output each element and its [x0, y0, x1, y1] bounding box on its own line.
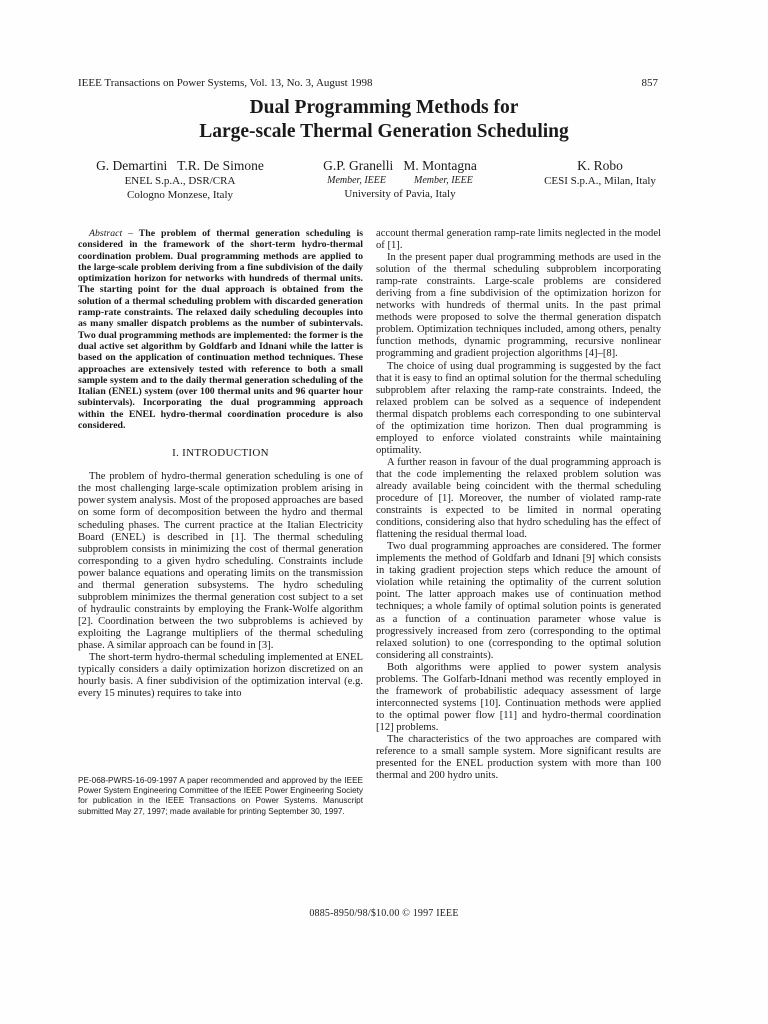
paragraph: The problem of hydro-thermal generation scheduling is one of the most challenging large-scale optimization problem arising in power system analysis. Most of the proposed approaches are based on some form of decomposition between the hydro and thermal scheduling phases. The current practice at the Italian Electricity Board (ENEL) is described in [1]. The thermal scheduling subproblem consists in minimizing the cost of thermal generation corresponding to a given hydro scheduling. Constraints include power balance equations and operating limits on the transmission and thermal generation subsystems. The hydro scheduling subproblem minimizes the thermal generation cost subject to a set of hydraulic constraints by employing the Frank-Wolfe algorithm [2]. Coordination between the two subproblems is achieved by exploiting the Lagrange multipliers of the thermal scheduling phase. A similar approach can be found in [3]. [78, 471, 363, 651]
paragraph: Two dual programming approaches are considered. The former implements the method of Goldfarb and Idnani [9] which consists in taking gradient projection steps which reduce the amount of violation while retaining the optimality of the current solution point. The latter approach makes use of continuation method techniques; a whole family of optimal solution points is generated as a function of a continuation parameter whose value is progressively increased from zero (corresponding to the optimal relaxed solution) to one (corresponding to the optimal solution considering all constraints). [376, 541, 661, 661]
page-number: 857 [641, 77, 658, 89]
title-line-1: Dual Programming Methods for [249, 97, 519, 118]
section-heading-introduction: I. INTRODUCTION [172, 447, 269, 460]
right-column [376, 228, 661, 782]
paragraph: The characteristics of the two approaches are compared with reference to a small sample system. More significant results are presented for the ENEL production system with more than 100 thermal and 200 hydro units. [376, 733, 661, 782]
paper-title [0, 96, 768, 144]
journal-citation: IEEE Transactions on Power Systems, Vol. 13, No. 3, August 1998 [78, 77, 373, 89]
title-line-2: Large-scale Thermal Generation Scheduling [199, 121, 569, 142]
left-column [78, 228, 363, 700]
author-affiliation: CESI S.p.A., Milan, Italy [544, 175, 656, 187]
author-names: K. Robo [577, 158, 623, 173]
paragraph: A further reason in favour of the dual programming approach is that the code implementing the relaxed problem solution was already available being coincident with the thermal scheduling procedure of [1]. Moreover, the number of violated ramp-rate constraints is expected to be limited in normal operating conditions, considering also that hydro scheduling has the effect of flattening the residual thermal load. [376, 456, 661, 541]
paragraph-continuation: account thermal generation ramp-rate limits neglected in the model of [1]. [376, 228, 661, 252]
author-names: G.P. Granelli M. Montagna [323, 158, 477, 173]
member-row [300, 174, 500, 187]
author-block-pavia [300, 158, 500, 201]
abstract-lead: Abstract – [89, 228, 134, 239]
author-block-cesi [510, 158, 690, 188]
author-affiliation: Cologno Monzese, Italy [126, 189, 233, 201]
author-affiliation: ENEL S.p.A., DSR/CRA [124, 175, 236, 187]
footnote: PE-068-PWRS-16-09-1997 A paper recommended and approved by the IEEE Power System Engineering Committee of the IEEE Power Engineering Society for publication in the IEEE Transactions on Power Systems. Manuscript submitted May 27, 1997; made available for printing September 30, 1997. [78, 776, 363, 816]
author-names: G. Demartini T.R. De Simone [96, 158, 264, 173]
paragraph: Both algorithms were applied to power system analysis problems. The Golfarb-Idnani method was recently employed in the framework of probabilistic adequacy assessment of large interconnected systems [10]. Continuation methods were applied to the optimal power flow [11] and hydro-thermal coordination [12] problems. [376, 661, 661, 733]
paragraph: The choice of using dual programming is suggested by the fact that it is easy to find an optimal solution for the thermal scheduling subproblem after relaxing the ramp-rate constraints. Indeed, the relaxed problem can be solved as a sequence of independent thermal dispatch problems each corresponding to one subinterval of the optimization time horizon. Then dual programming is employed to enforce violated constraints while maintaining optimality. [376, 360, 661, 456]
copyright-footer: 0885-8950/98/$10.00 © 1997 IEEE [309, 908, 459, 919]
author-affiliation: University of Pavia, Italy [344, 188, 456, 200]
running-header [78, 77, 658, 89]
abstract [78, 228, 363, 431]
paragraph: In the present paper dual programming methods are used in the solution of the thermal scheduling subproblem incorporating ramp-rate constraints. Large-scale problems are considered deriving from a fine subdivision of the optimization horizon for networks with hundreds of thermal units. In the past primal methods were proposed to solve the thermal generation dispatch problem. Optimization techniques included, among others, penalty function methods, dynamic programming, recursive nonlinear programming and gradient projection algorithms [4]–[8]. [376, 252, 661, 360]
member-title: Member, IEEE [414, 175, 473, 186]
member-title: Member, IEEE [327, 175, 386, 186]
paragraph: The short-term hydro-thermal scheduling implemented at ENEL typically considers a daily optimization horizon discretized on an hourly basis. A finer subdivision of the optimization interval (e.g. every 15 minutes) requires to take into [78, 652, 363, 700]
author-list [0, 158, 768, 208]
author-block-enel [80, 158, 280, 202]
abstract-text: The problem of thermal generation scheduling is considered in the framework of the short-term hydro-thermal coordination problem. Dual programming methods are applied to the large-scale problem deriving from a fine subdivision of the daily optimization horizon for networks with hundreds of thermal units. The starting point for the dual approach is obtained from the solution of a thermal scheduling problem with discarded generation ramp-rate constraints. The relaxed daily scheduling decouples into as many smaller dispatch problems as the number of subintervals. Two dual programming methods are implemented: the former is the dual active set algorithm by Goldfarb and Idnani while the latter is based on the application of continuation method techniques. These approaches are extensively tested with reference to both a small sample system and to the daily thermal generation scheduling of the Italian (ENEL) system (over 100 thermal units and 96 quarter hour subintervals). Incorporating the dual programming approach within the ENEL hydro-thermal coordination procedure is also considered. [78, 228, 364, 432]
